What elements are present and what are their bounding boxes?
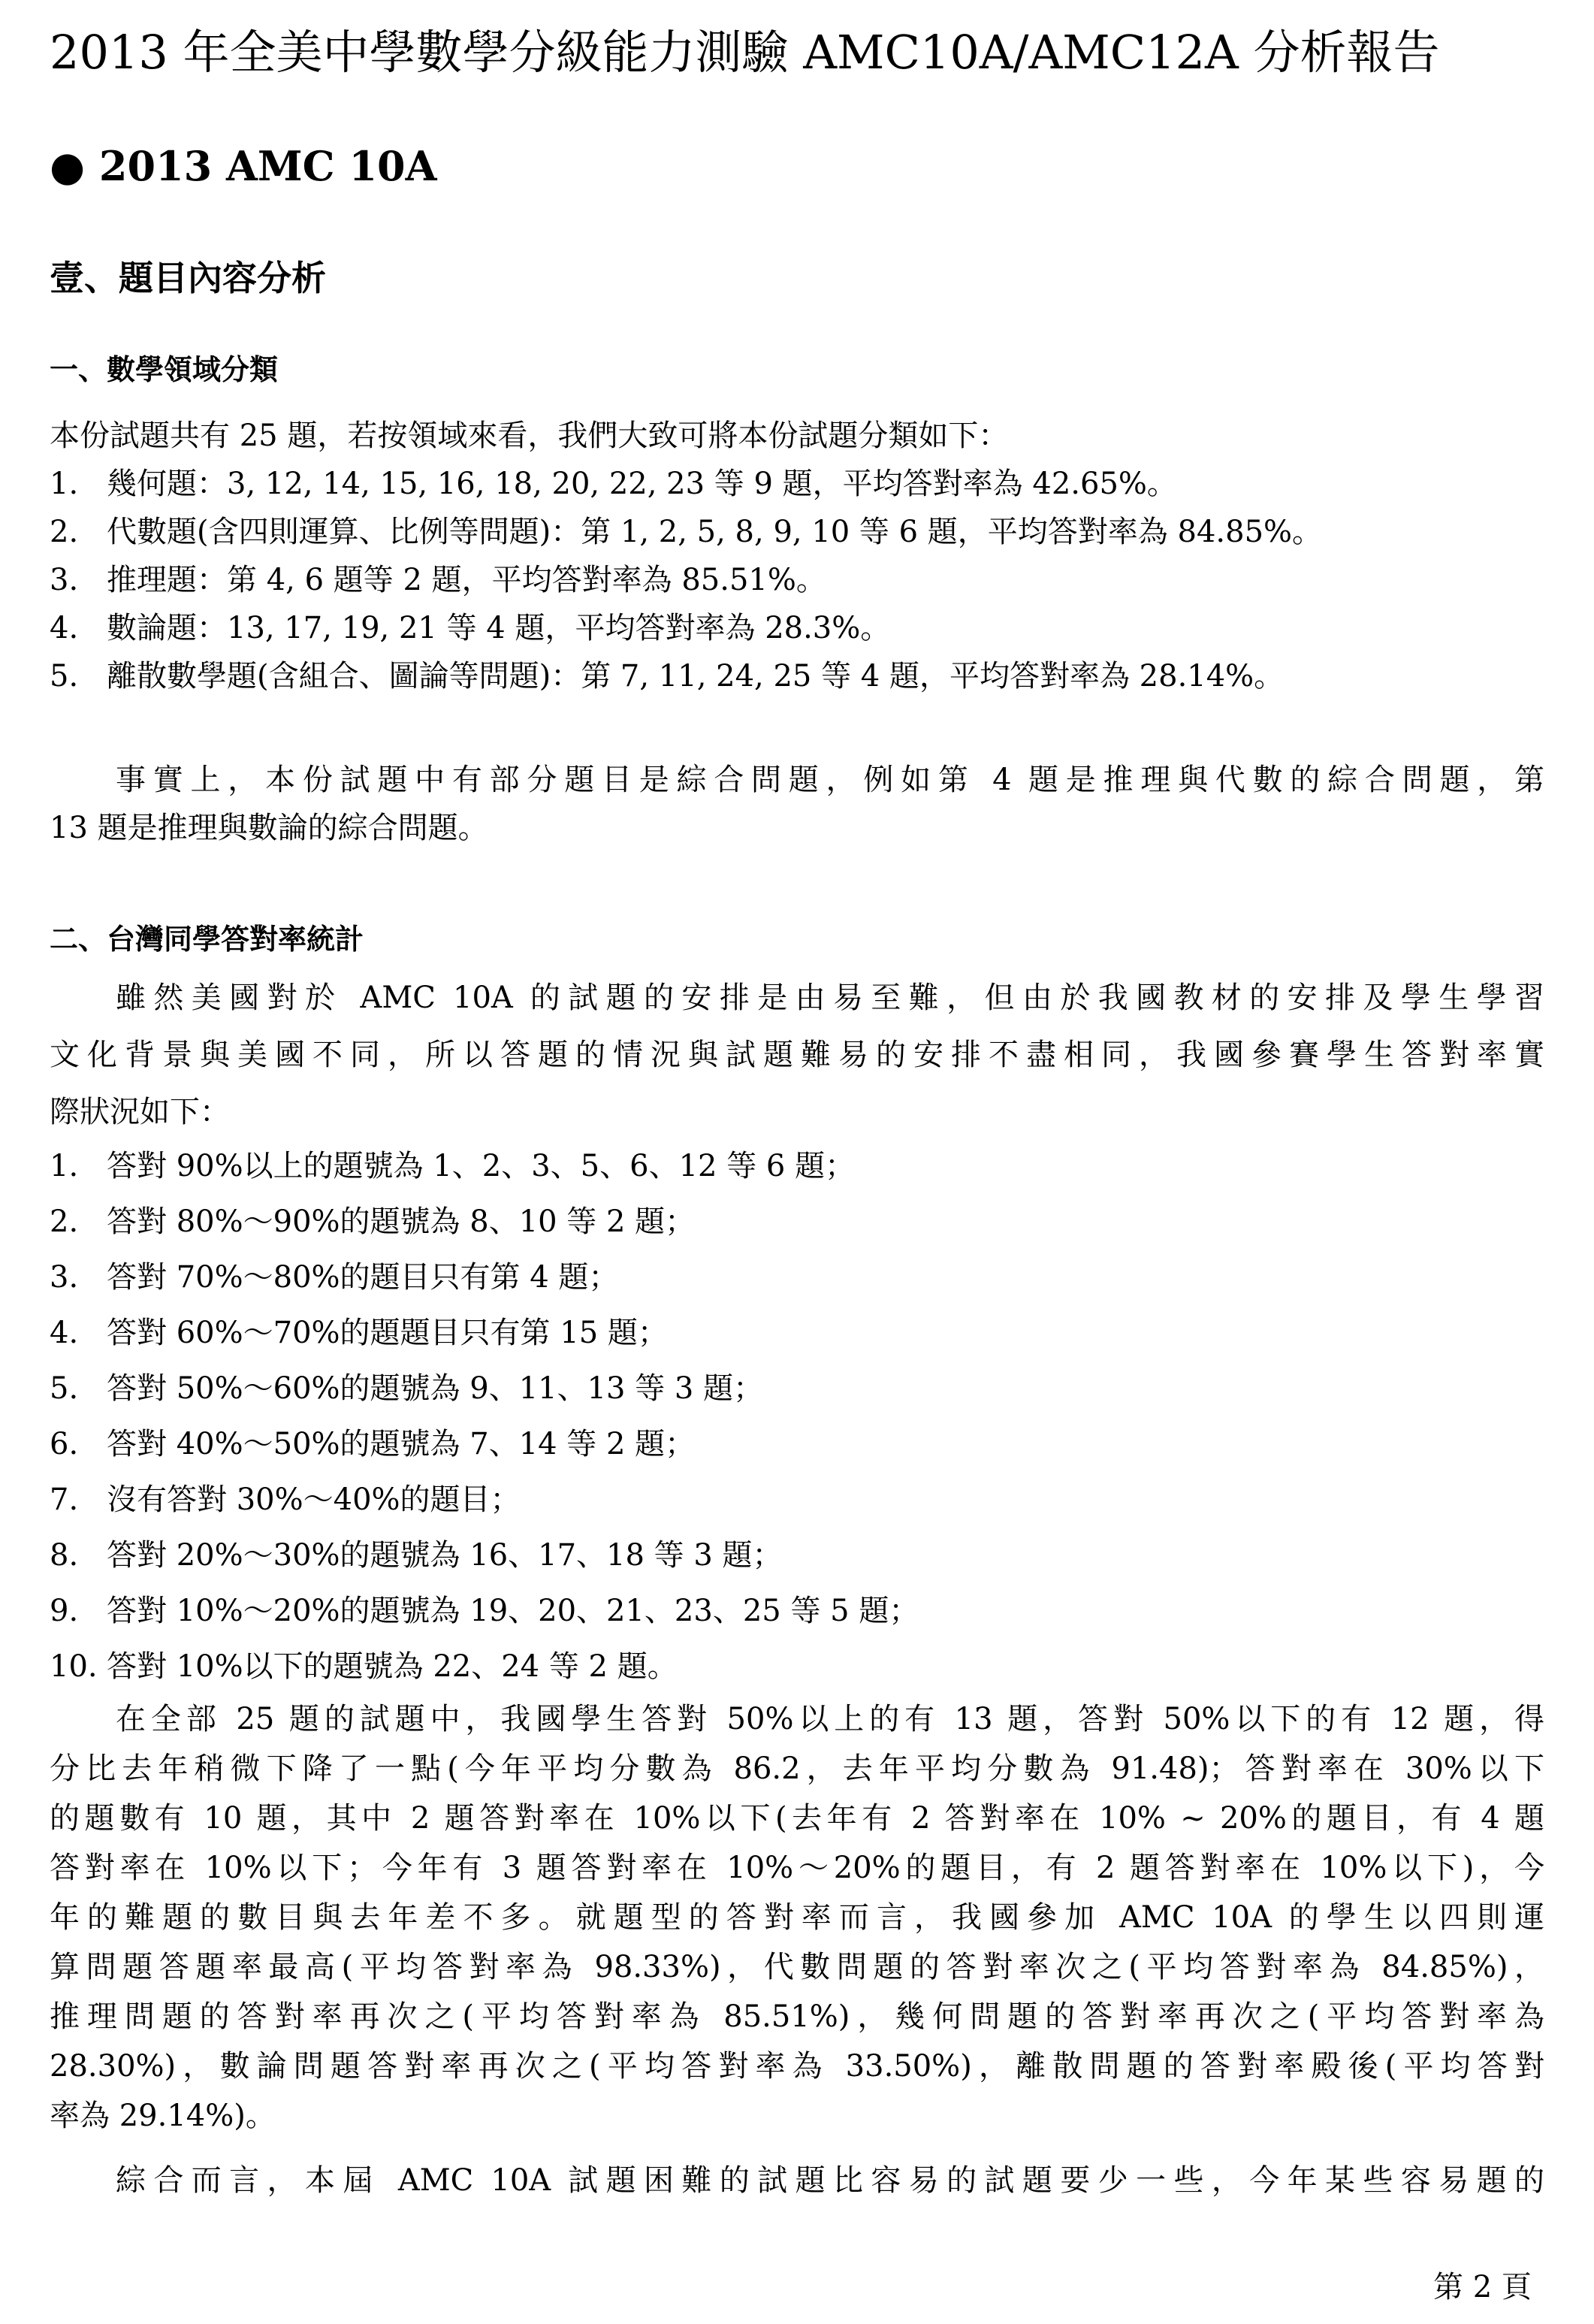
domain-list-item (50, 604, 890, 652)
summary-paragraph-line: 綜合而言，本屆 AMC 10A 試題困難的試題比容易的試題要少一些，今年某些容易題的 (116, 2163, 1544, 2198)
rate-list-item (50, 1142, 855, 1190)
rate-list-item (50, 1587, 919, 1635)
list-text: 答對 80%～90%的題號為 8、10 等 2 題； (107, 1204, 696, 1239)
analysis-paragraph-line: 年的難題的數目與去年差不多。就題型的答對率而言，我國參加 AMC 10A 的學生以四則運 (50, 1900, 1544, 1935)
list-number: 5. (50, 1371, 79, 1406)
list-number: 8. (50, 1538, 79, 1573)
analysis-paragraph-line: 答對率在 10%以下；今年有 3 題答對率在 10%～20%的題目，有 2 題答對率在 10%以下)，今 (50, 1851, 1544, 1885)
list-text: 答對 50%～60%的題號為 9、11、13 等 3 題； (107, 1371, 764, 1406)
list-text: 答對 90%以上的題號為 1、2、3、5、6、12 等 6 題； (107, 1149, 856, 1183)
list-text: 沒有答對 30%～40%的題目； (107, 1482, 521, 1517)
list-number: 4. (50, 1316, 79, 1350)
intro-paragraph-line: 雖然美國對於 AMC 10A 的試題的安排是由易至難，但由於我國教材的安排及學生學習 (116, 981, 1544, 1015)
list-text: 數論題：13, 17, 19, 21 等 4 題，平均答對率為 28.3%。 (107, 611, 891, 645)
rate-list-item (50, 1476, 521, 1524)
list-number: 3. (50, 563, 79, 597)
list-number: 6. (50, 1427, 79, 1461)
subsection-1-intro: 本份試題共有 25 題，若按領域來看，我們大致可將本份試題分類如下： (50, 419, 1009, 453)
list-text: 答對 10%～20%的題號為 19、20、21、23、25 等 5 題； (107, 1594, 919, 1628)
list-text: 離散數學題(含組合、圖論等問題)：第 7, 11, 24, 25 等 4 題，平均答對率為 28.14%。 (107, 659, 1285, 694)
list-number: 2. (50, 515, 79, 549)
rate-list-item (50, 1309, 668, 1357)
analysis-paragraph-line: 在全部 25 題的試題中，我國學生答對 50%以上的有 13 題，答對 50%以下的有 12 題，得 (116, 1702, 1544, 1736)
analysis-paragraph-line: 算問題答題率最高(平均答對率為 98.33%)，代數問題的答對率次之(平均答對率為 84.85%)， (50, 1950, 1544, 1984)
subsection-heading-2: 二、台灣同學答對率統計 (50, 922, 364, 956)
page-number: 第 2 頁 (1433, 2270, 1532, 2304)
list-text: 答對 10%以下的題號為 22、24 等 2 題。 (107, 1649, 678, 1684)
list-number: 4. (50, 611, 79, 645)
subsection-heading-1: 一、數學領域分類 (50, 352, 279, 386)
part-heading: 壹、題目內容分析 (50, 258, 326, 298)
list-text: 代數題(含四則運算、比例等問題)：第 1, 2, 5, 8, 9, 10 等 6 題，平均答對率為 84.85%。 (107, 515, 1323, 549)
list-number: 1. (50, 1149, 79, 1183)
list-text: 答對 70%～80%的題目只有第 4 題； (107, 1260, 619, 1295)
rate-list-item (50, 1420, 695, 1468)
rate-list-item (50, 1198, 695, 1246)
rate-list-item (50, 1643, 678, 1691)
list-text: 答對 40%～50%的題號為 7、14 等 2 題； (107, 1427, 696, 1461)
list-number: 9. (50, 1594, 79, 1628)
list-number: 3. (50, 1260, 79, 1295)
list-text: 幾何題：3, 12, 14, 15, 16, 18, 20, 22, 23 等 9 題，平均答對率為 42.65%。 (107, 467, 1177, 501)
rate-list-item (50, 1531, 783, 1579)
list-number: 2. (50, 1204, 79, 1239)
analysis-paragraph-line: 推理問題的答對率再次之(平均答對率為 85.51%)，幾何問題的答對率再次之(平均答對率為 (50, 1999, 1544, 2034)
domain-list-item (50, 556, 826, 604)
rate-list-item (50, 1364, 763, 1413)
list-number: 10. (50, 1649, 98, 1684)
analysis-paragraph-line: 的題數有 10 題，其中 2 題答對率在 10%以下(去年有 2 答對率在 10% ~ 20%的題目，有 4 題 (50, 1801, 1544, 1836)
intro-paragraph-line: 文化背景與美國不同，所以答題的情況與試題難易的安排不盡相同，我國參賽學生答對率實 (50, 1038, 1544, 1072)
list-text: 推理題：第 4, 6 題等 2 題，平均答對率為 85.51%。 (107, 563, 826, 597)
analysis-paragraph-line: 28.30%)，數論問題答對率再次之(平均答對率為 33.50%)，離散問題的答對率殿後(平均答對 (50, 2049, 1544, 2084)
report-title: 2013 年全美中學數學分級能力測驗 AMC10A/AMC12A 分析報告 (50, 25, 1440, 80)
note-paragraph-line: 13 題是推理與數論的綜合問題。 (50, 811, 488, 845)
domain-list-item (50, 508, 1322, 556)
analysis-paragraph-line: 分比去年稍微下降了一點(今年平均分數為 86.2，去年平均分數為 91.48)；答對率在 30%以下 (50, 1751, 1544, 1786)
list-text: 答對 60%～70%的題題目只有第 15 題； (107, 1316, 668, 1350)
analysis-paragraph-line: 率為 29.14%)。 (50, 2099, 276, 2133)
rate-list-item (50, 1253, 618, 1301)
list-number: 1. (50, 467, 79, 501)
domain-list-item (50, 460, 1177, 508)
list-number: 7. (50, 1482, 79, 1517)
domain-list-item (50, 652, 1284, 700)
list-number: 5. (50, 659, 79, 694)
intro-paragraph-line: 際狀況如下： (50, 1095, 230, 1129)
list-text: 答對 20%～30%的題號為 16、17、18 等 3 題； (107, 1538, 783, 1573)
note-paragraph-line: 事實上，本份試題中有部分題目是綜合問題，例如第 4 題是推理與代數的綜合問題，第 (116, 763, 1544, 797)
section-heading: ● 2013 AMC 10A (50, 142, 437, 190)
